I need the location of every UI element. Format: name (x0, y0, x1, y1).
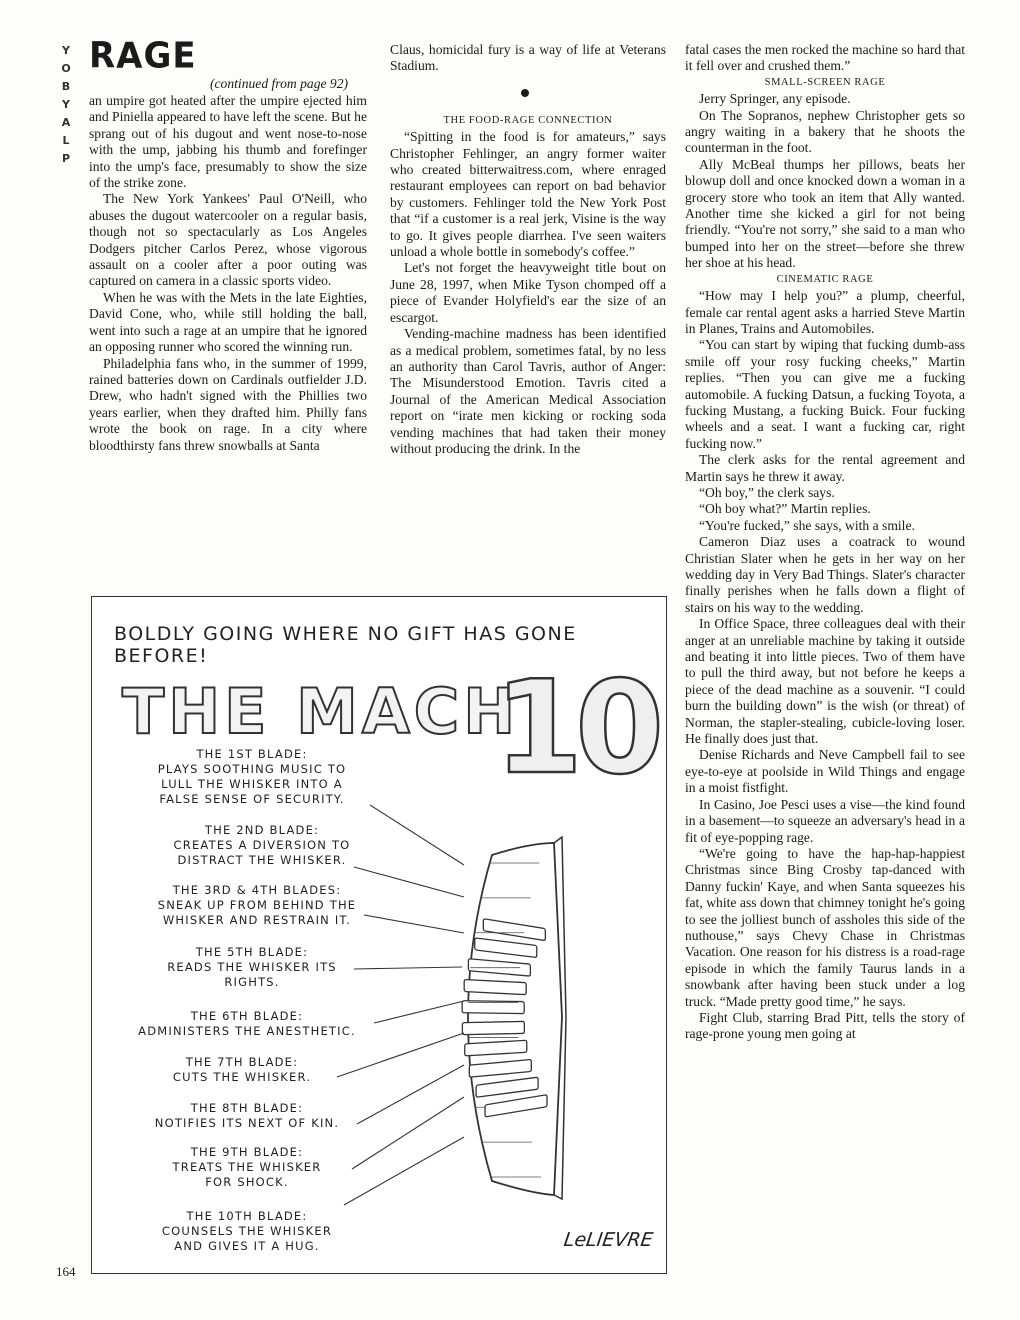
caption-line: THE 7TH BLADE: (185, 1055, 299, 1069)
continued-note: (continued from page 92) (210, 76, 349, 91)
caption-line: THE 3RD & 4TH BLADES: (172, 883, 342, 897)
paragraph: In Office Space, three colleagues deal with their anger at an unreliable machine by taking it outside and beating it into little pieces. Two of them have to pull the third away, but not before he keeps a piece of the dead machine as a souvenir. “I could burn the building down” is the wish (or threat) of Norman, the stapler-stealing, cubicle-loving loser. He finally does just that. (685, 616, 965, 747)
razor-blade (464, 980, 526, 995)
blade-caption (112, 1009, 382, 1039)
blade-caption (147, 1145, 347, 1190)
caption-line: READS THE WHISKER ITS (167, 960, 337, 974)
paragraph: The clerk asks for the rental agreement and Martin says he threw it away. (685, 452, 965, 484)
paragraph: Let's not forget the heavyweight title bout on June 28, 1997, when Mike Tyson chomped off a piece of Evander Holyfield's ear the size of an escargot. (390, 260, 666, 325)
caption-line: THE 9TH BLADE: (190, 1145, 304, 1159)
blade-caption (122, 883, 392, 928)
paragraph: “You can start by wiping that fucking dumb-ass smile off your rosy fucking cheeks,” Martin replies. “Then you can give me a fucking automobile. A fucking Datsun, a fucking Toyota, a fucking Mustang, a fucking Buick. Four fucking wheels and a seat. I want a fucking car, right fucking now.” (685, 337, 965, 451)
paragraph: Vending-machine madness has been identified as a medical problem, sometimes fatal, by no less an authority than Carol Tavris, author of Anger: The Misunderstood Emotion. Tavris cited a Journal of the American Medical Association report on “irate men kicking or rocking soda vending machines that had taken their money without producing the drink. In the (390, 326, 666, 456)
section-bullet (521, 89, 529, 97)
blade-caption (132, 823, 392, 868)
blade-caption (127, 1101, 367, 1131)
pointer-line (337, 1033, 464, 1077)
cartoon-number: 10 (494, 654, 657, 803)
sidebar-letter: Y (62, 44, 70, 57)
caption-line: COUNSELS THE WHISKER (161, 1224, 333, 1238)
paragraph: “We're going to have the hap-hap-happiest Christmas since Bing Crosby tap-danced with Danny fuckin' Kaye, and when Santa squeezes his fat, white ass down that chimney tonight he's going to see the jolliest bunch of assholes this side of the nuthouse,” says Chevy Chase in Christmas Vacation. One reason for his distress is a road-rage episode in which the family Taurus lands in a snowbank after having been stuck under a log truck. “Made pretty good time,” he says. (685, 845, 965, 1009)
blade-caption (132, 747, 372, 807)
paragraph: Denise Richards and Neve Campbell fail to see eye-to-eye at poolside in Wild Things and engage in a moist fistfight. (685, 747, 965, 796)
pointer-line (344, 1137, 464, 1205)
caption-line: WHISKER AND RESTRAIN IT. (162, 913, 352, 927)
paragraph: On The Sopranos, nephew Christopher gets so angry waiting in a bakery that he shoots the counterman in the foot. (685, 107, 965, 156)
caption-line: ADMINISTERS THE ANESTHETIC. (138, 1024, 356, 1038)
paragraph: Claus, homicidal fury is a way of life at Veterans Stadium. (390, 42, 666, 74)
sidebar-letter: A (61, 116, 71, 129)
caption-line: THE 5TH BLADE: (195, 945, 309, 959)
paragraph: “Oh boy,” the clerk says. (699, 484, 835, 500)
pointer-line (352, 1097, 464, 1169)
caption-line: SNEAK UP FROM BEHIND THE (157, 898, 357, 912)
sidebar-letter: B (61, 80, 71, 93)
pointer-line (357, 1065, 464, 1124)
blade-caption (132, 945, 372, 990)
paragraph: Ally McBeal thumps her pillows, beats her blowup doll and once knocked down a woman in a grocery store who took an item that Ally wanted. Another time she kicked a girl for not being friendly. “You're not sorry,” she said to a man who bumped into her on the street—before she threw her shoe at his head. (685, 156, 965, 271)
cartoon-panel (91, 596, 667, 1274)
article-title: RAGE (89, 35, 197, 77)
pointer-line (374, 1001, 464, 1023)
paragraph: Fight Club, starring Brad Pitt, tells the story of rage-prone young men going at (685, 1009, 965, 1042)
caption-line: FOR SHOCK. (205, 1175, 289, 1189)
caption-line: RIGHTS. (224, 975, 280, 989)
caption-line: THE 10TH BLADE: (186, 1209, 308, 1223)
paragraph: When he was with the Mets in the late Eighties, David Cone, who, while still holding the ball, went into such a rage at an umpire that he ignored an opposing runner who scored the winning run. (89, 289, 367, 355)
blade-caption (132, 1209, 362, 1254)
caption-line: CREATES A DIVERSION TO (173, 838, 351, 852)
paragraph: fatal cases the men rocked the machine so hard that it fell over and crushed them.” (685, 42, 965, 74)
caption-line: THE 6TH BLADE: (190, 1009, 304, 1023)
caption-line: LULL THE WHISKER INTO A (161, 777, 343, 791)
caption-line: THE 8TH BLADE: (190, 1101, 304, 1115)
sidebar-letter: P (61, 152, 71, 165)
paragraph: “You're fucked,” she says, with a smile. (699, 517, 915, 533)
sidebar-letter: O (61, 62, 71, 75)
caption-line: AND GIVES IT A HUG. (174, 1239, 320, 1253)
blade-caption (142, 1055, 342, 1085)
page-number: 164 (56, 1264, 76, 1279)
section-heading: CINEMATIC RAGE (776, 273, 874, 285)
paragraph: Cameron Diaz uses a coatrack to wound Christian Slater when he gets in her way on her wedding day in Very Bad Things. Slater's character finally perishes when he falls down a flight of stairs on his way to the wedding. (685, 534, 965, 615)
paragraph: “Oh boy what?” Martin replies. (699, 501, 871, 517)
paragraph: Philadelphia fans who, in the summer of 1999, rained batteries down on Cardinals outfielder J.D. Drew, who hadn't signed with the Phillies two years earlier, when they drafted him. Philly fans wrote the book on rage. In a city where bloodthirsty fans threw snowballs at Santa (89, 355, 367, 453)
caption-line: PLAYS SOOTHING MUSIC TO (157, 762, 347, 776)
caption-line: DISTRACT THE WHISKER. (177, 853, 347, 867)
caption-line: NOTIFIES ITS NEXT OF KIN. (154, 1116, 340, 1130)
caption-line: FALSE SENSE OF SECURITY. (159, 792, 345, 806)
section-heading: THE FOOD-RAGE CONNECTION (443, 114, 613, 126)
caption-line: THE 1ST BLADE: (196, 747, 308, 761)
artist-signature: LeLIEVRE (562, 1229, 655, 1251)
paragraph: “How may I help you?” a plump, cheerful, female car rental agent asks a harried Steve Martin in Planes, Trains and Automobiles. (685, 288, 965, 336)
sidebar-letter: Y (62, 98, 70, 111)
caption-line: THE 2ND BLADE: (204, 823, 320, 837)
paragraph: an umpire got heated after the umpire ejected him and Piniella appeared to have left the scene. But he sprang out of his dugout and went nose-to-nose with the ump, jabbing his thumb and forefinger into the ump's face, presumably to show the size of the strike zone. (89, 93, 367, 191)
paragraph: Jerry Springer, any episode. (699, 91, 851, 107)
paragraph: “Spitting in the food is for amateurs,” says Christopher Fehlinger, an angry former waiter who created bitterwaitress.com, where enraged restaurant employees can report on bad behavior by customers. Fehlinger told the New York Post that “if a customer is a real jerk, Visine is the way to go. It gives people diarrhea. I've seen waiters unload a whole bottle in somebody's coffee.” (390, 129, 666, 260)
caption-line: CUTS THE WHISKER. (172, 1070, 312, 1084)
cartoon-banner: BOLDLY GOING WHERE NO GIFT HAS GONE BEFORE! (114, 623, 577, 667)
magazine-sidebar-label (56, 42, 76, 168)
column-1 (89, 93, 367, 454)
section-heading: SMALL-SCREEN RAGE (764, 76, 886, 88)
paragraph: In Casino, Joe Pesci uses a vise—the kind found in a basement—to squeeze an adversary's head in a fit of eye-popping rage. (685, 796, 965, 845)
cartoon-title: THE MACH (122, 675, 520, 748)
sidebar-letter: L (62, 134, 70, 147)
column-2 (390, 42, 666, 457)
column-3 (685, 42, 965, 1043)
caption-line: TREATS THE WHISKER (172, 1160, 322, 1174)
paragraph: The New York Yankees' Paul O'Neill, who abuses the dugout watercooler on a regular basis, though not so spectacularly as Los Angeles Dodgers pitcher Carlos Perez, whose vigorous assault on a cooler after a poor outing was captured on camera in a classic sports video. (89, 191, 367, 289)
razor-blade (462, 1021, 524, 1034)
